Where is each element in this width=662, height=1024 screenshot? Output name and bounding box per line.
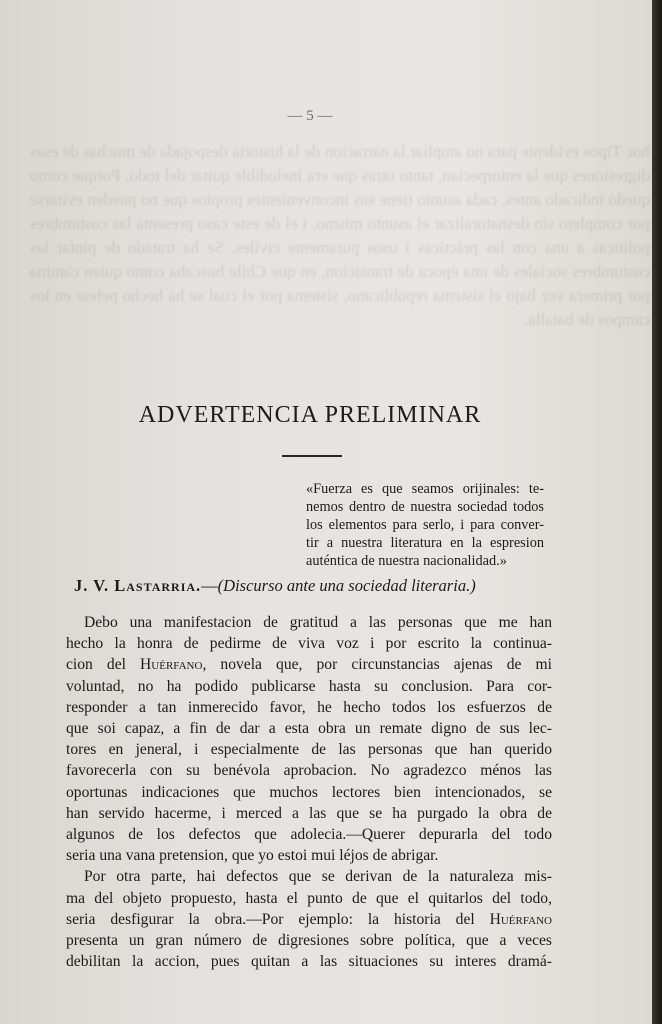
text-line: Debo una manifestacion de gratitud a las personas que me han (84, 614, 552, 631)
text-line: algunos de los defectos que adolecia.—Querer depurarla del todo (66, 826, 552, 844)
text-line: presenta un gran número de digresiones sobre política, que a veces (66, 932, 552, 950)
text-line: responder a tan inmerecido favor, he hecho todos los esfuerzos de (66, 698, 552, 716)
novel-title: Huérfano (489, 910, 552, 928)
text-line: hecho la honra de pedirme de viva voz i por escrito la continua- (66, 635, 552, 653)
show-through-text: hoc Tipos evidente para no ampliar la narracion de la historia despojada de muchas de esas digresiones que la entorpecian, tanto otras que era ineludible quitar del todo. Porque como quedó indicado antes, cada asunto tiene sus inconvenientes propios que no pueden evitarse por completo sin desnaturalizar el asunto mismo, i el de este caso presenta las costumbres politicas a una con las prácticas i usos puramente civiles. Se ha tratado de pintar las costumbres sociales de una época de transicion, en que Chile buscaba como quien camina por primera vez bajo el sistema republicano, sistema por el cual se ha hecho pelear en los campos de batalla. (30, 142, 650, 329)
title-rule (282, 455, 342, 457)
book-spine-shadow (652, 0, 662, 1024)
text-line: cion del Huérfano, novela que, por circunstancias ajenas de mi (66, 656, 552, 674)
text-line: seria desfigurar la obra.—Por ejemplo: la historia del Huérfano (66, 910, 552, 928)
epigraph-attribution (74, 576, 554, 596)
text-line: ma del objeto propuesto, hasta el punto de que el quitarlos del todo, (66, 889, 552, 907)
chapter-title: ADVERTENCIA PRELIMINAR (138, 402, 482, 428)
text-line: que soi capaz, a fin de dar a esta obra un remate digno de sus lec- (66, 720, 552, 738)
attribution-source: (Discurso ante una sociedad literaria.) (217, 576, 476, 595)
body-text (66, 612, 552, 972)
text-line: favorecerla con su benévola aprobacion. No agradezco ménos las (66, 762, 552, 780)
text-line: seria una vana pretension, que yo estoi mui léjos de abrigar. (66, 847, 439, 865)
text-line: tores en jeneral, i especialmente de las personas que han querido (66, 741, 552, 759)
paragraph-1 (66, 612, 552, 633)
text-line: oportunas indicaciones que muchos lectores bien intencionados, se (66, 783, 552, 801)
text-line: debilitan la accion, pues quitan a las situaciones su interes dramá- (66, 953, 552, 971)
epigraph (306, 480, 544, 570)
epigraph-line: auténtica de nuestra nacionalidad.» (306, 553, 507, 569)
attribution-author: J. V. Lastarria. (74, 576, 202, 595)
epigraph-line: tir a nuestra literatura en la espresion (306, 535, 544, 551)
novel-title: Huérfano (140, 656, 203, 674)
epigraph-line: nemos dentro de nuestra sociedad todos (306, 499, 544, 515)
page-number: — 5 — (287, 108, 333, 124)
epigraph-line: los elementos para serlo, i para conver- (306, 517, 544, 533)
attribution-dash: — (201, 576, 218, 595)
text-line: voluntad, no ha podido publicarse hasta su conclusion. Para cor- (66, 677, 552, 695)
text-line: han servido hacerme, i merced a las que se ha purgado la obra de (66, 804, 552, 822)
epigraph-line: «Fuerza es que seamos orijinales: te- (306, 481, 544, 497)
text-line: Por otra parte, hai defectos que se derivan de la naturaleza mis- (84, 868, 552, 886)
paragraph-2 (66, 866, 552, 887)
